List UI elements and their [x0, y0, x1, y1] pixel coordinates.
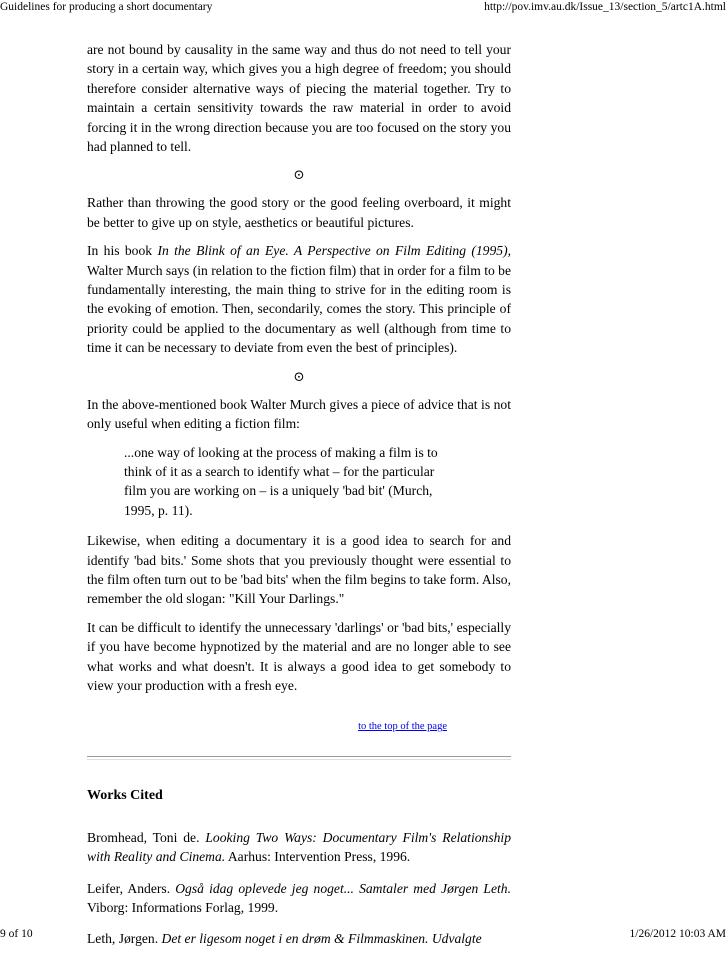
citation-title: Også idag oplevede jeg noget... Samtaler med Jørgen Leth. [175, 880, 511, 896]
page-url: http://pov.imv.au.dk/Issue_13/section_5/artc1A.html [484, 1, 726, 13]
citation-author: Bromhead, Toni de. [87, 829, 206, 845]
citation-author: Leth, Jørgen. [87, 931, 162, 947]
paragraph: In the above-mentioned book Walter Murch gives a piece of advice that is not only useful when editing a fiction film: [87, 396, 511, 432]
text-span: In his book [87, 243, 158, 259]
block-quote: ...one way of looking at the process of making a film is to think of it as a search to identify what – for the particular film you are working on – is a uniquely 'bad bit' (Murch, 1995, p. 11). [124, 444, 438, 518]
page-number: 9 of 10 [0, 928, 33, 940]
article-body [87, 40, 511, 961]
section-separator-icon: ⊙ [293, 167, 305, 183]
section-separator-icon: ⊙ [293, 368, 305, 384]
back-to-top-link[interactable]: to the top of the page [358, 721, 447, 733]
citation-title: Looking Two Ways: Documentary Film's Relationship with Reality and Cinema. [87, 829, 511, 865]
top-link-container [87, 720, 447, 734]
paragraph [87, 241, 511, 357]
citation-author: Leifer, Anders. [87, 880, 176, 896]
paragraph: Likewise, when editing a documentary it is a good idea to search for and identify 'bad bits.' Some shots that you previously thought were essential to the film often turn out to be 'bad bits' when the film begins to take form. Also, remember the old slogan: "Kill Your Darlings." [87, 533, 511, 607]
citation-publisher: Viborg: Informations Forlag, 1999. [87, 900, 279, 915]
citation [87, 929, 511, 948]
paragraph: are not bound by causality in the same way and thus do not need to tell your story in a certain way, which gives you a high degree of freedom; you should therefore consider alternative ways of piecing the material together. Try to maintain a certain sensitivity towards the raw material in order to avoid forcing it in the wrong direction because you are too focused on the story you had planned to tell. [87, 42, 511, 155]
divider [87, 756, 511, 760]
book-title: In the Blink of an Eye. A Perspective on Film Editing (1995), [157, 243, 511, 259]
citation [87, 879, 511, 918]
works-cited-heading: Works Cited [87, 788, 163, 804]
citation-title: Det er ligesom noget i en drøm & Filmmaskinen. Udvalgte [161, 931, 482, 947]
citation [87, 828, 511, 867]
document-title: Guidelines for producing a short documentary [0, 1, 213, 13]
citation-publisher: Aarhus: Intervention Press, 1996. [225, 849, 411, 865]
text-span: Walter Murch says (in relation to the fiction film) that in order for a film to be fundamentally interesting, the main thing to strive for in the editing room is the evoking of emotion. Then, secondarily, comes the story. This principle of priority could be applied to the documentary as well (although from time to time it can be necessary to deviate from even the best of principles). [87, 262, 511, 356]
print-timestamp: 1/26/2012 10:03 AM [629, 928, 726, 940]
paragraph: Rather than throwing the good story or the good feeling overboard, it might be better to give up on style, aesthetics or beautiful pictures. [87, 195, 511, 230]
paragraph: It can be difficult to identify the unnecessary 'darlings' or 'bad bits,' especially if you have become hypnotized by the material and are no longer able to see what works and what doesn't. It is always a good idea to get somebody to view your production with a fresh eye. [87, 619, 511, 693]
